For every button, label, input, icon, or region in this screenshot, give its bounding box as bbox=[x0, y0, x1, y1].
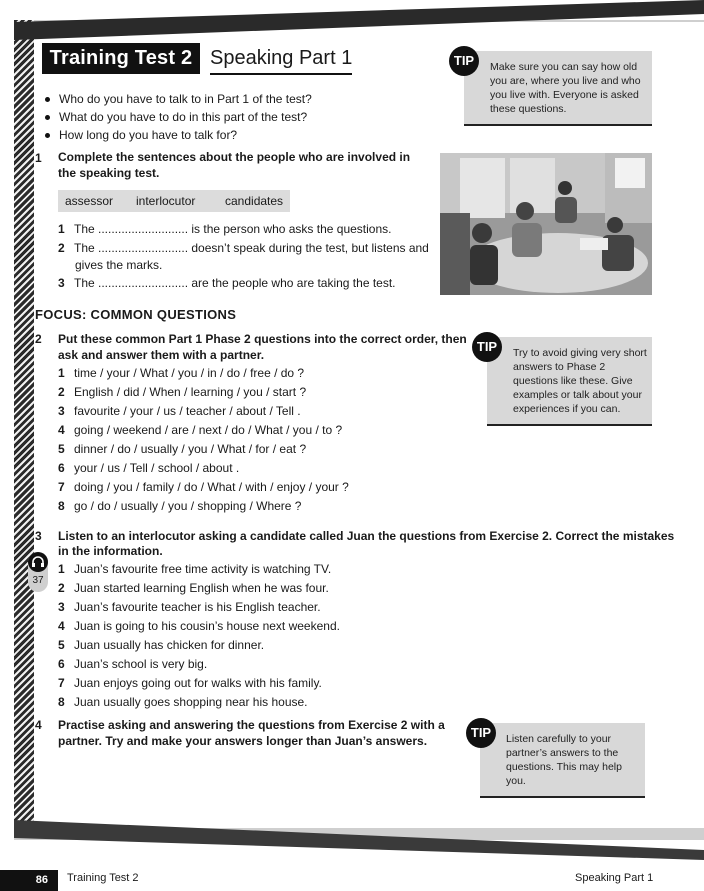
tip-box bbox=[487, 337, 652, 425]
tip-badge: TIP bbox=[466, 718, 496, 748]
exercise-instruction: ask and answer them with a partner. bbox=[58, 348, 265, 362]
list-item: 7 Juan enjoys going out for walks with his family. bbox=[58, 676, 322, 690]
section-heading: FOCUS: COMMON QUESTIONS bbox=[35, 307, 237, 322]
tip-underline bbox=[464, 124, 652, 126]
tip-badge: TIP bbox=[449, 46, 479, 76]
word-option: assessor bbox=[65, 194, 114, 208]
tip-text: Make sure you can say how old you are, where you live and who you live with. Everyone is asked these questions. bbox=[490, 61, 641, 115]
headphones-icon bbox=[28, 552, 48, 572]
footer-test-title: Training Test 2 bbox=[67, 872, 139, 884]
page-number: 86 bbox=[0, 870, 58, 891]
list-item: 3 Juan’s favourite teacher is his English teacher. bbox=[58, 600, 321, 614]
tip-underline bbox=[487, 424, 652, 426]
footer-section-title: Speaking Part 1 bbox=[575, 872, 654, 884]
exercise-instruction: partner. Try and make your answers longer than Juan’s answers. bbox=[58, 734, 428, 748]
bullet-item: How long do you have to talk for? bbox=[45, 126, 425, 144]
list-item: 7 doing / you / family / do / What / with / enjoy / your ? bbox=[58, 480, 349, 494]
list-item: 4 Juan is going to his cousin’s house next weekend. bbox=[58, 619, 340, 633]
tip-box bbox=[480, 723, 645, 797]
exercise-number: 1 bbox=[35, 151, 42, 165]
list-item: 4 going / weekend / are / next / do / What / you / to ? bbox=[58, 423, 343, 437]
list-item: 8 Juan usually goes shopping near his house. bbox=[58, 695, 308, 709]
list-item: 8 go / do / usually / you / shopping / Where ? bbox=[58, 499, 302, 513]
tip-text: Listen carefully to your partner’s answers to the questions. This may help you. bbox=[506, 733, 622, 787]
exercise-instruction: in the information. bbox=[58, 544, 163, 558]
track-number: 37 bbox=[32, 575, 44, 586]
tip-text: Try to avoid giving very short answers to Phase 2 questions like these. Give examples or talk about your experiences if you can. bbox=[513, 347, 647, 415]
hatched-border-left bbox=[14, 20, 34, 838]
list-item: 2 English / did / When / learning / you / start ? bbox=[58, 385, 307, 399]
list-item: 6 your / us / Tell / school / about . bbox=[58, 461, 240, 475]
audio-track-badge[interactable] bbox=[28, 552, 48, 592]
bullet-icon bbox=[45, 133, 50, 138]
word-option: interlocutor bbox=[136, 194, 196, 208]
list-item: 5 dinner / do / usually / you / What / for / eat ? bbox=[58, 442, 307, 456]
exercise-number: 2 bbox=[35, 332, 42, 346]
bullet-item: What do you have to do in this part of the test? bbox=[45, 108, 425, 126]
exercise-number: 3 bbox=[35, 529, 42, 543]
tip-badge: TIP bbox=[472, 332, 502, 362]
exercise-instruction: Put these common Part 1 Phase 2 questions into the correct order, then bbox=[58, 332, 467, 346]
hatched-border-top bbox=[0, 0, 704, 40]
word-option: candidates bbox=[225, 194, 284, 208]
list-item: 2 The ........................... doesn’t speak during the test, but listens and bbox=[58, 241, 429, 255]
subtitle-underline bbox=[210, 73, 352, 75]
exercise-instruction: Complete the sentences about the people who are involved in the speaking test. bbox=[58, 150, 411, 180]
word-box bbox=[58, 190, 290, 212]
list-item-continuation: gives the marks. bbox=[75, 258, 163, 272]
bullet-icon bbox=[45, 97, 50, 102]
tip-underline bbox=[480, 796, 645, 798]
bullet-item: Who do you have to talk to in Part 1 of the test? bbox=[45, 90, 425, 108]
list-item: 6 Juan’s school is very big. bbox=[58, 657, 208, 671]
list-item: 1 time / your / What / you / in / do / free / do ? bbox=[58, 366, 305, 380]
tip-box bbox=[464, 51, 652, 125]
exercise-instruction: Listen to an interlocutor asking a candidate called Juan the questions from Exercise 2. Correct the mistakes bbox=[58, 529, 675, 543]
list-item: 2 Juan started learning English when he was four. bbox=[58, 581, 329, 595]
section-subtitle: Speaking Part 1 bbox=[210, 47, 353, 69]
list-item: 3 favourite / your / us / teacher / about / Tell . bbox=[58, 404, 301, 418]
list-item: 3 The ........................... are the people who are taking the test. bbox=[58, 276, 396, 290]
exercise-number: 4 bbox=[35, 718, 42, 732]
photo-image bbox=[440, 153, 652, 295]
list-item: 1 Juan’s favourite free time activity is watching TV. bbox=[58, 562, 332, 576]
list-item: 1 The ........................... is the person who asks the questions. bbox=[58, 222, 392, 236]
bullet-icon bbox=[45, 115, 50, 120]
speaking-test-photo bbox=[440, 153, 652, 295]
hatched-border-bottom bbox=[0, 820, 704, 865]
exercise-instruction: Practise asking and answering the questions from Exercise 2 with a bbox=[58, 718, 445, 732]
test-title: Training Test 2 bbox=[42, 43, 200, 74]
list-item: 5 Juan usually has chicken for dinner. bbox=[58, 638, 265, 652]
